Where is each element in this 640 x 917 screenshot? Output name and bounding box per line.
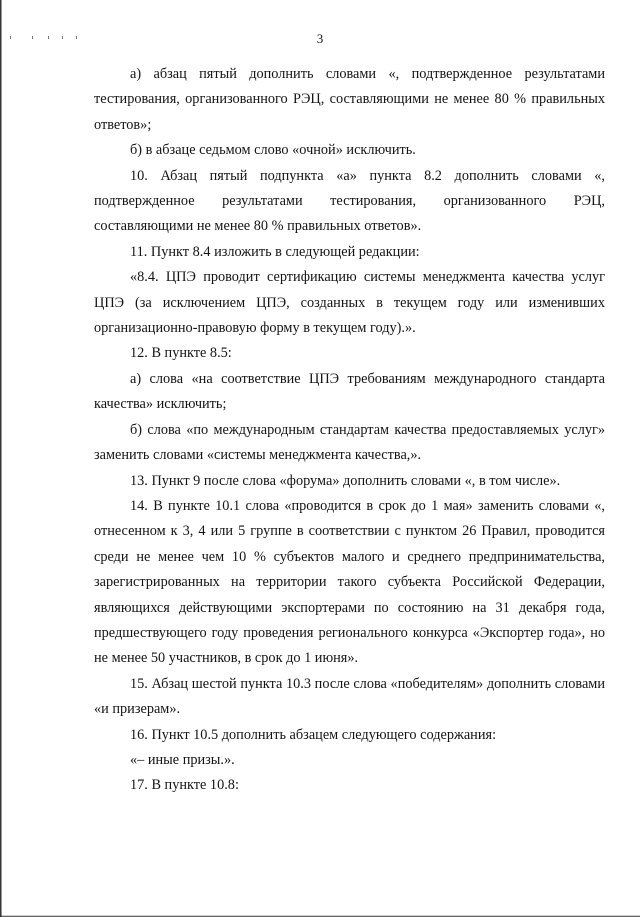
paragraph-11-quote: «8.4. ЦПЭ проводит сертификацию системы менеджмента качества услуг ЦПЭ (за исключением ЦПЭ, созданных в текущем году или изменивших организационно-правовую форму в текущем году).». xyxy=(94,269,605,337)
paragraph-17: 17. В пункте 10.8: xyxy=(130,777,239,794)
paragraph-11: 11. Пункт 8.4 изложить в следующей редакции: xyxy=(130,243,420,260)
scan-left-edge xyxy=(0,0,2,917)
paragraph-12: 12. В пункте 8.5: xyxy=(130,345,232,362)
paragraph-1b-abzac-sedmoj: б) в абзаце седьмом слово «очной» исключить. xyxy=(130,142,416,159)
paragraph-10: 10. Абзац пятый подпункта «а» пункта 8.2 дополнить словами «, подтвержденное результатами тестирования, организованного РЭЦ, составляющими не менее 80 % правильных ответов». xyxy=(94,167,605,235)
paragraph-13: 13. Пункт 9 после слова «форума» дополнить словами «, в том числе». xyxy=(130,472,561,489)
paragraph-16: 16. Пункт 10.5 дополнить абзацем следующего содержания: xyxy=(130,726,497,743)
page-number: 3 xyxy=(316,31,324,46)
document-body xyxy=(94,62,605,799)
paragraph-12a: а) слова «на соответствие ЦПЭ требованиям международного стандарта качества» исключить; xyxy=(94,370,605,413)
paragraph-1a-abzac-pyatyj: а) абзац пятый дополнить словами «, подтвержденное результатами тестирования, организованного РЭЦ, составляющими не менее 80 % правильных ответов»; xyxy=(94,66,605,133)
paragraph-15: 15. Абзац шестой пункта 10.3 после слова «победителям» дополнить словами «и призерам». xyxy=(94,675,605,718)
paragraph-14: 14. В пункте 10.1 слова «проводится в срок до 1 мая» заменить словами «, отнесенном к 3, 4 или 5 группе в соответствии с пунктом 26 Правил, проводится среди не менее чем 10 % субъектов малого и среднего предпринимательства, зарегистрированных на территории такого субъекта Российской Федерации, являющихся действующими экспортерами по состоянию на 31 декабря года, предшествующего году проведения регионального конкурса «Экспортер года», но не менее 50 участников, в срок до 1 июня». xyxy=(94,497,605,667)
paragraph-16-quote: «– иные призы.». xyxy=(130,751,235,768)
paragraph-12b: б) слова «по международным стандартам качества предоставляемых услуг» заменить словами «системы менеджмента качества,». xyxy=(94,421,605,464)
